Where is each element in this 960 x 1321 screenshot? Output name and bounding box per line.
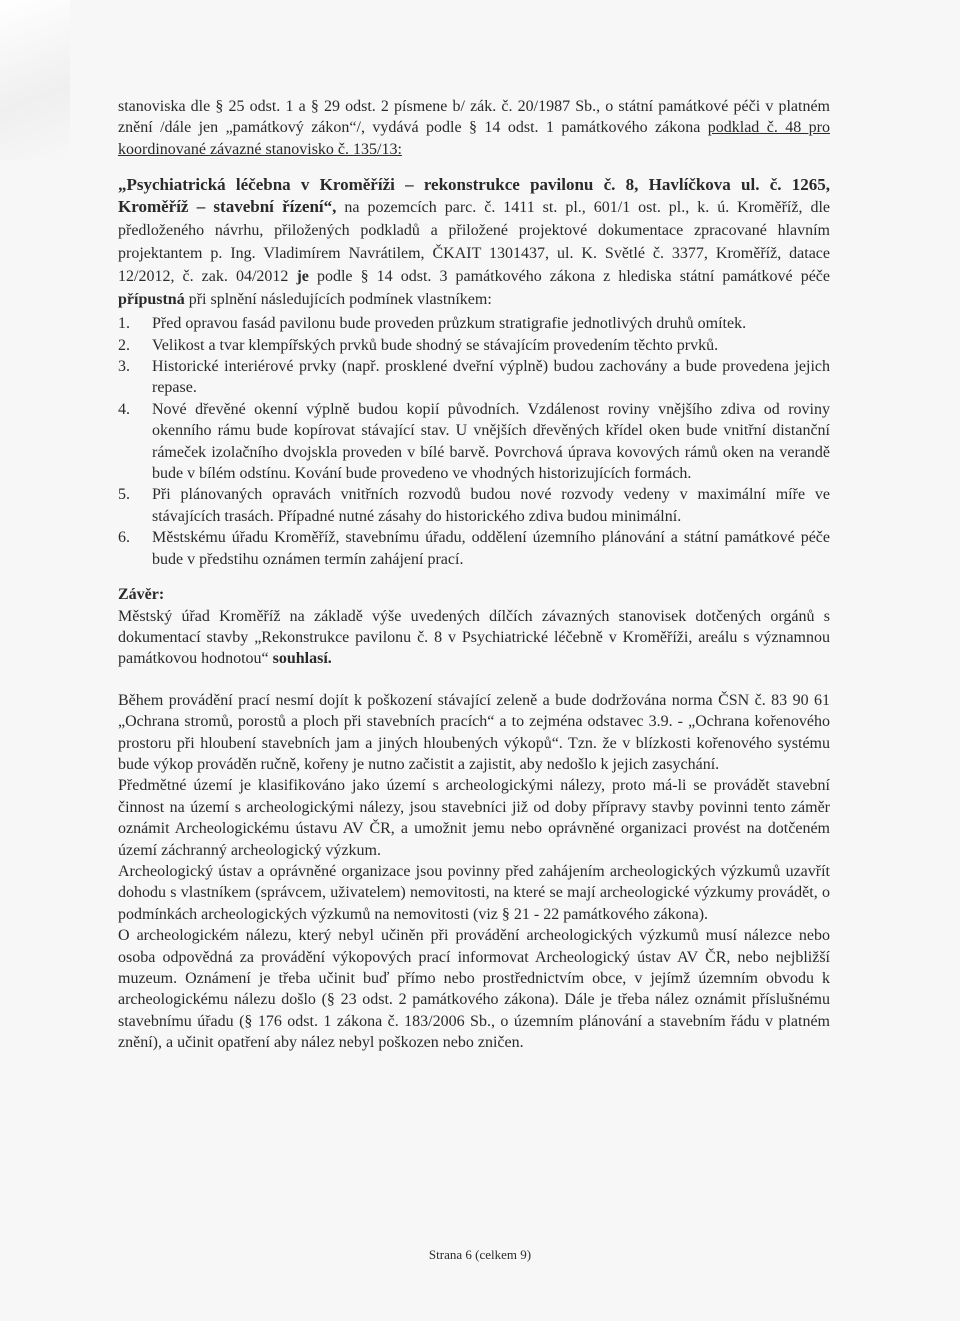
condition-item [118, 335, 830, 356]
decision-text-3: při splnění následujících podmínek vlastníkem: [184, 291, 492, 309]
condition-number: 2. [118, 336, 130, 354]
intro-underlined-reference: podklad č. 48 pro koordinované závazné stanovisko č. 135/13: [118, 119, 831, 158]
decision-paragraph [118, 174, 830, 311]
condition-number: 4. [118, 400, 130, 418]
condition-number: 3. [118, 358, 130, 376]
decision-text-2: podle § 14 odst. 3 památkového zákona z hlediska státní památkové péče [308, 268, 830, 286]
decision-text-1: na pozemcích parc. č. 1411 st. pl., 601/1 ost. pl., k. ú. Kroměříž, dle předloženého návrhu, přiložených podkladů a přiložené projektové dokumentace zpracované hlavním projektantem p. Ing. Vladimírem Navrátilem, ČKAIT 1301437, ul. K. Světlé č. 3377, Kroměříž, datace 12/2012, č. zak. 04/2012 [118, 199, 831, 286]
condition-text: Historické interiérové prvky (např. prosklené dveřní výplně) budou zachovány a bude provedena jejich repase. [152, 358, 830, 397]
paragraph-archaeology-area: Předmětné území je klasifikováno jako území s archeologickými nálezy, proto má-li se provádět stavební činnost na území s archeologickými nálezy, jsou stavebníci již od doby přípravy stavby povinni tento záměr oznámit Archeologickému ústavu AV ČR, a umožnit jemu nebo oprávněné organizaci provést na dotčeném území záchranný archeologický výzkum. [118, 777, 830, 859]
conditions-list [118, 313, 830, 570]
decision-pripustna: přípustná [118, 291, 185, 309]
condition-number: 1. [118, 315, 130, 333]
condition-item [118, 527, 830, 570]
paragraph-archaeology-finds: O archeologickém nálezu, který nebyl učiněn při provádění archeologických výzkumů musí nálezce nebo osoba odpovědná za provádění výkopových prací informovat Archeologický ústav AV ČR, nebo nejbližší muzeum. Oznámení je třeba učinit buď přímo nebo prostřednictvím obce, v jejímž územním obvodu k archeologickému nálezu došlo (§ 23 odst. 2 památkového zákona). Dále je třeba nález oznámit příslušnému stavebnímu úřadu (§ 176 odst. 1 zákona č. 183/2006 Sb., o územním plánování a stavebním řádu v platném znění), a učinit opatření aby nález nebyl poškozen nebo zničen. [118, 927, 830, 1052]
page-fold-shadow [0, 0, 70, 160]
condition-number: 5. [118, 486, 130, 504]
condition-text: Velikost a tvar klempířských prvků bude shodný se stávajícím provedením těchto prvků. [152, 336, 719, 354]
paragraph-archaeology-agreement: Archeologický ústav a oprávněné organizace jsou povinny před zahájením archeologických výzkumů uzavřít dohodu s vlastníkem (správcem, uživatelem) nemovitosti, na které se mají archeologické výzkumy provádět, o podmínkách archeologických výzkumů na nemovitosti (viz § 21 - 22 památkového zákona). [118, 862, 830, 923]
conclusion-heading: Závěr: [118, 586, 165, 604]
condition-item [118, 484, 830, 527]
project-title: „Psychiatrická léčebna v Kroměříži – rekonstrukce pavilonu č. 8, Havlíčkova ul. č. 1265, Kroměříž – stavební řízení“, [118, 175, 830, 217]
condition-text: Městskému úřadu Kroměříž, stavebnímu úřadu, oddělení územního plánování a státní památkové péče bude v předstihu oznámen termín zahájení prací. [152, 529, 830, 568]
intro-text: stanoviska dle § 25 odst. 1 a § 29 odst. 2 písmene b/ zák. č. 20/1987 Sb., o státní památkové péči v platném znění /dále jen „památkový zákon“/, vydává podle § 14 odst. 1 památkového zákona [118, 98, 830, 137]
condition-item [118, 399, 830, 485]
condition-item [118, 356, 830, 399]
condition-item [118, 313, 830, 334]
conclusion-text: Městský úřad Kroměříž na základě výše uvedených dílčích závazných stanovisek dotčených orgánů s dokumentací stavby „Rekonstrukce pavilonu č. 8 v Psychiatrické léčebně v Kroměříži, areálu s významnou památkovou hodnotou“ [118, 607, 830, 668]
intro-paragraph [118, 96, 830, 160]
condition-text: Nové dřevěné okenní výplně budou kopií původních. Vzdálenost roviny vnějšího zdiva od roviny okenního rámu bude kopírovat stávající stav. U vnějších dřevěných křídel oken bude vnitřní distanční rámeček izolačního dvojskla proveden v bílé barvě. Povrchová úprava kovových rámů oken na verandě bude v bílém odstínu. Kování bude provedeno ve vhodných historizujících formách. [152, 400, 830, 483]
decision-je: je [296, 268, 309, 286]
condition-number: 6. [118, 529, 130, 547]
condition-text: Před opravou fasád pavilonu bude proveden průzkum stratigrafie jednotlivých druhů omítek. [152, 315, 747, 333]
paragraph-greenery: Během provádění prací nesmí dojít k poškození stávající zeleně a bude dodržována norma ČSN č. 83 90 61 „Ochrana stromů, porostů a ploch při stavebních pracích“ a to zejména odstavec 3.9. - „Ochrana kořenového prostoru při hloubení stavebních jam a jiných hloubených výkopů“. Tzn. že v blízkosti kořenového systému bude výkop prováděn ručně, kořeny je nutno začistit a zajistit, aby nedošlo k jejich zasychání. [118, 691, 830, 773]
document-body [118, 96, 830, 1054]
page-number-footer: Strana 6 (celkem 9) [428, 1247, 532, 1262]
conclusion-paragraph [118, 606, 830, 670]
conclusion-consent: souhlasí. [272, 650, 332, 668]
condition-text: Při plánovaných opravách vnitřních rozvodů budou nové rozvody vedeny v maximální míře ve stávajících trasách. Případné nutné zásahy do historického zdiva budou minimální. [152, 486, 830, 525]
